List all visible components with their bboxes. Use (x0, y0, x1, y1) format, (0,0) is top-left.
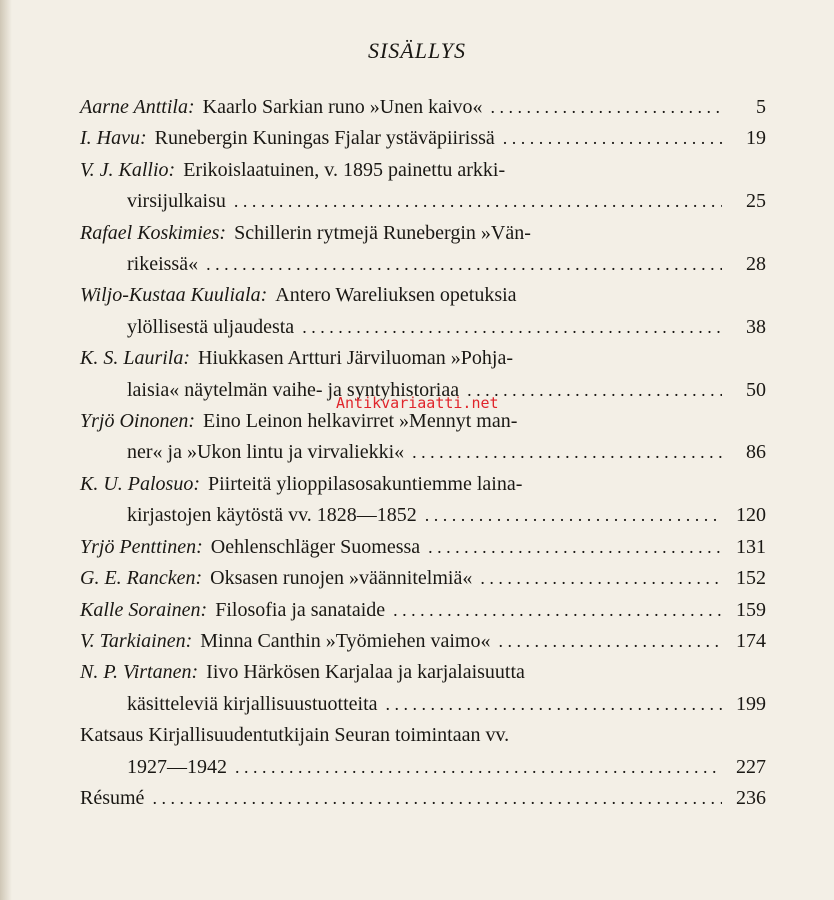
dot-leader (498, 626, 722, 657)
toc-entry-continuation-line (80, 186, 766, 217)
toc-entry (80, 783, 766, 814)
toc-entry (80, 92, 766, 123)
dot-leader (412, 437, 722, 468)
toc-title-text: laisia« näytelmän vaihe- ja syntyhistoriaa (127, 378, 460, 401)
toc-entry-first-line (80, 657, 766, 688)
dot-leader (425, 500, 722, 531)
toc-author: Yrjö Oinonen: (80, 410, 195, 433)
toc-title-text: kirjastojen käytöstä vv. 1828—1852 (127, 504, 417, 527)
toc-entry (80, 563, 766, 594)
toc-title-text: Filosofia ja sanataide (215, 598, 386, 621)
toc-author: K. U. Palosuo: (80, 472, 200, 495)
toc-entry (80, 218, 766, 281)
toc-author: K. S. Laurila: (80, 347, 191, 370)
toc-author: G. E. Rancken: (80, 567, 203, 590)
toc-title-text: Minna Canthin »Työmiehen vaimo« (200, 629, 491, 652)
toc-title-text: käsitteleviä kirjallisuustuotteita (127, 692, 378, 715)
toc-entry-first-line (80, 92, 766, 123)
toc-title-text: Antero Wareliuksen opetuksia (275, 284, 517, 307)
toc-entry (80, 469, 766, 532)
toc-author: N. P. Virtanen: (80, 661, 199, 684)
toc-entry (80, 280, 766, 343)
toc-entry-continuation-line (80, 249, 766, 280)
dot-leader (491, 92, 722, 123)
toc-entry-first-line (80, 469, 766, 500)
toc-entry (80, 626, 766, 657)
toc-title-text: Eino Leinon helkavirret »Mennyt man- (203, 410, 518, 433)
toc-page-number: 152 (736, 567, 766, 590)
toc-entry-continuation-line (80, 500, 766, 531)
toc-title-text: Piirteitä ylioppilasosakuntiemme laina- (208, 472, 523, 495)
dot-leader (302, 312, 722, 343)
toc-entry-continuation-line (80, 752, 766, 783)
toc-title-text: ylöllisestä uljaudesta (127, 315, 295, 338)
toc-entry (80, 406, 766, 469)
toc-title-text: Runebergin Kuningas Fjalar ystäväpiirissä (154, 127, 495, 150)
toc-title-text: Katsaus Kirjallisuudentutkijain Seuran toimintaan vv. (80, 724, 510, 747)
toc-page-number: 236 (736, 786, 766, 809)
toc-title-text: Kaarlo Sarkian runo »Unen kaivo« (202, 96, 483, 118)
toc-title-text: virsijulkaisu (127, 190, 226, 213)
dot-leader (393, 595, 722, 626)
table-of-contents (80, 92, 766, 814)
toc-author: V. J. Kallio: (80, 158, 176, 181)
toc-title-text: Oehlenschläger Suomessa (210, 535, 421, 558)
toc-title-text: rikeissä« (127, 253, 199, 276)
dot-leader (428, 532, 722, 563)
toc-entry-first-line (80, 595, 766, 626)
toc-entry-first-line (80, 123, 766, 154)
toc-title-text: ner« ja »Ukon lintu ja virvaliekki« (127, 441, 405, 464)
toc-title-text: Oksasen runojen »väännitelmiä« (210, 567, 473, 590)
toc-author: Yrjö Penttinen: (80, 535, 203, 558)
toc-title-text: Schillerin rytmejä Runebergin »Vän- (234, 221, 531, 244)
toc-entry-first-line (80, 155, 766, 186)
toc-entry-first-line (80, 343, 766, 374)
toc-author: Kalle Sorainen: (80, 598, 208, 621)
toc-page-number: 50 (746, 378, 766, 401)
toc-page-number: 38 (746, 315, 766, 338)
dot-leader (235, 752, 722, 783)
toc-entry-first-line (80, 218, 766, 249)
toc-entry (80, 532, 766, 563)
dot-leader (386, 689, 723, 720)
toc-author: V. Tarkiainen: (80, 629, 193, 652)
dot-leader (234, 186, 722, 217)
toc-title-text: Hiukkasen Artturi Järviluoman »Pohja- (198, 347, 513, 370)
dot-leader (467, 375, 722, 406)
toc-page-number: 227 (736, 755, 766, 778)
toc-page-number: 120 (736, 504, 766, 527)
toc-entry (80, 123, 766, 154)
toc-title-text: Résumé (80, 786, 145, 809)
toc-author: Rafael Koskimies: (80, 221, 227, 244)
toc-entry-first-line (80, 626, 766, 657)
toc-page-number: 174 (736, 629, 766, 652)
toc-entry-first-line (80, 720, 766, 751)
toc-author: I. Havu: (80, 127, 147, 150)
toc-title-text: Iivo Härkösen Karjalaa ja karjalaisuutta (206, 661, 525, 684)
toc-entry-continuation-line (80, 689, 766, 720)
toc-entry-first-line (80, 783, 766, 814)
toc-entry (80, 155, 766, 218)
toc-author: Aarne Anttila: (80, 96, 195, 118)
toc-entry (80, 657, 766, 720)
toc-page-number: 86 (746, 441, 766, 464)
page-heading: SISÄLLYS (367, 38, 467, 63)
toc-title-text: 1927—1942 (127, 755, 227, 778)
toc-page-number: 28 (746, 253, 766, 276)
toc-entry-first-line (80, 280, 766, 311)
dot-leader (206, 249, 722, 280)
toc-page-number: 19 (746, 127, 766, 150)
watermark: Antikvariaatti.net (336, 394, 499, 412)
toc-entry-first-line (80, 532, 766, 563)
toc-entry (80, 595, 766, 626)
toc-page-number: 199 (736, 692, 766, 715)
toc-entry (80, 720, 766, 783)
toc-page-number: 131 (736, 535, 766, 558)
toc-title-text: Erikoislaatuinen, v. 1895 painettu arkki- (183, 158, 506, 181)
toc-author: Wiljo-Kustaa Kuuliala: (80, 284, 268, 307)
dot-leader (480, 563, 722, 594)
toc-entry-continuation-line (80, 312, 766, 343)
dot-leader (152, 783, 722, 814)
toc-entry-first-line (80, 563, 766, 594)
toc-entry-continuation-line (80, 437, 766, 468)
dot-leader (503, 123, 722, 154)
toc-page-number: 159 (736, 598, 766, 621)
toc-page-number: 25 (746, 190, 766, 213)
toc-page-number: 5 (756, 96, 766, 118)
